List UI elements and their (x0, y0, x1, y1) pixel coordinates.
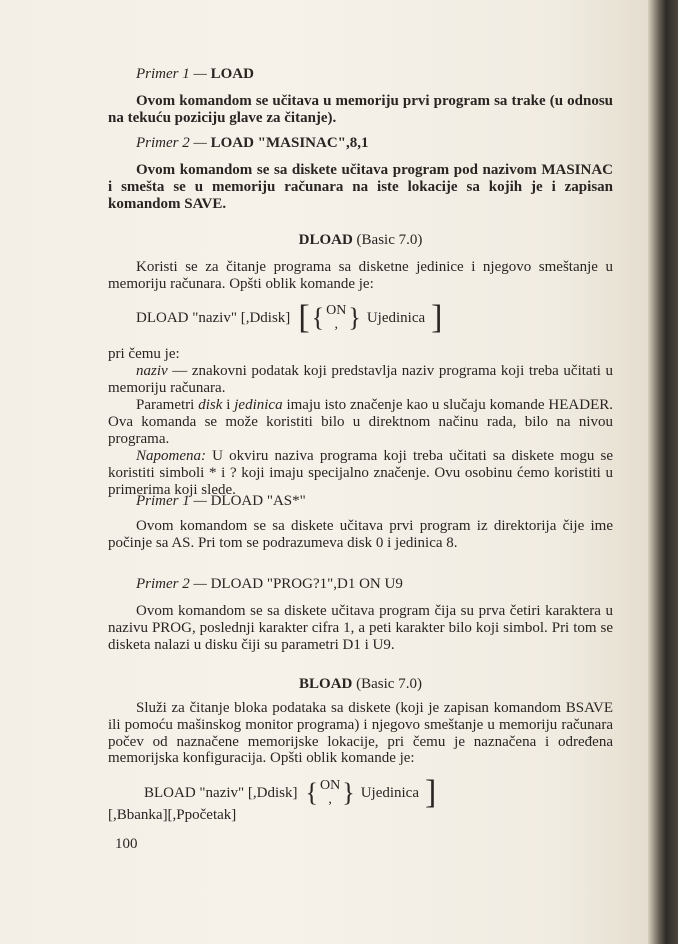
example-command: LOAD (210, 66, 254, 82)
comma-option: , (334, 317, 338, 332)
example-command: LOAD "MASINAC",8,1 (210, 135, 369, 151)
on-comma-choice (320, 779, 340, 807)
term: disk (198, 397, 223, 413)
syntax-text: BLOAD "naziv" [,Ddisk] (144, 784, 298, 801)
on-option: ON (326, 303, 347, 318)
paragraph-4 (108, 518, 613, 552)
syntax-unit: Ujedinica (366, 309, 426, 326)
term: jedinica (234, 397, 283, 413)
paragraph-2 (108, 162, 613, 212)
book-binding (648, 0, 678, 944)
example-3-line (108, 493, 613, 510)
syntax-text: DLOAD "naziv" [,Ddisk] (136, 309, 291, 326)
params-paragraph (108, 397, 613, 447)
bload-heading (108, 676, 613, 693)
paragraph-text: Koristi se za čitanje programa sa disketne jedinice i njegovo smeštanje u memoriju računara. Opšti oblik komande je: (108, 259, 613, 292)
heading-version: (Basic 7.0) (352, 232, 423, 248)
paragraph-text: Služi za čitanje bloka podataka sa diskete (koji je zapisan komandom BSAVE ili pomoću mašinskog monitor programa) i njegovo smeštanje u memoriju računara počev od naznačene memorijske lokacije, pri čemu je naznačena i određena memorijska konfiguracija. Opšti oblik komande je: (108, 700, 613, 767)
note-text: U okviru naziva programa koji treba učitati sa diskete mogu se koristiti simboli * i ? koji imaju specijalno značenje. Ovu osobinu ćemo koristiti u primerima koji slede. (108, 448, 613, 498)
bload-syntax: BLOAD "naziv" [,Ddisk] { ON , } Ujedinica ] (144, 774, 437, 811)
naziv-definition (108, 363, 613, 397)
page-number: 100 (115, 836, 138, 852)
comma-option: , (328, 792, 332, 807)
syntax-unit: Ujedinica (360, 784, 419, 801)
example-label: Primer 2 — (136, 576, 211, 592)
example-label: Primer 2 — (136, 135, 211, 151)
paragraph-text: Ovom komandom se sa diskete učitava prvi program iz direktorija čije ime počinje sa AS. Pri tom se podrazumeva disk 0 i jedinica 8. (108, 518, 613, 551)
definition: — znakovni podatak koji predstavlja naziv programa koji treba učitati u memoriju računara. (108, 363, 613, 396)
text: Parametri (136, 397, 199, 413)
dload-heading (108, 232, 613, 249)
example-2-line (108, 135, 613, 152)
text: i (222, 397, 235, 413)
example-1-line (108, 66, 613, 83)
pri-cemu-line (108, 346, 613, 363)
note-paragraph (108, 448, 613, 498)
paragraph-6 (108, 700, 613, 767)
on-option: ON (319, 778, 341, 793)
bload-syntax-cont (108, 807, 613, 824)
paragraph-text: Ovom komandom se učitava u memoriju prvi program sa trake (u odnosu na tekuću poziciju glave za čitanje). (108, 93, 613, 126)
paragraph-text: Ovom komandom se sa diskete učitava program pod nazivom MASINAC i smešta se u memoriju računara na iste lokacije sa kojih je i zapisan komandom SAVE. (108, 162, 613, 212)
paragraph-5 (108, 603, 613, 653)
example-command: DLOAD "AS*" (210, 493, 306, 509)
dload-syntax: DLOAD "naziv" [,Ddisk] [ { ON , } Ujedinica ] (136, 299, 443, 336)
paragraph-1 (108, 93, 613, 127)
on-comma-choice (326, 304, 346, 332)
term: naziv (136, 363, 168, 379)
heading-command: DLOAD (298, 232, 353, 248)
syntax-text: [,Bbanka][,Ppočetak] (108, 807, 237, 823)
example-command: DLOAD "PROG?1",D1 ON U9 (210, 576, 403, 592)
paragraph-3 (108, 259, 613, 293)
example-label: Primer 1 — (136, 493, 211, 509)
example-label: Primer 1 — (136, 66, 211, 82)
example-4-line (108, 576, 613, 593)
heading-command: BLOAD (299, 676, 353, 692)
paragraph-text: Ovom komandom se sa diskete učitava program čija su prva četiri karaktera u nazivu PROG, poslednji karakter cifra 1, a peti karakter bilo koji simbol. Pri tom se disketa nalazi u disku čiji su parametri D1 i U9. (108, 603, 613, 653)
heading-version: (Basic 7.0) (352, 676, 422, 692)
text: imaju isto značenje kao u slučaju komande HEADER. Ova komanda se može koristiti bilo u direktnom načinu rada, bilo na nivou programa. (108, 397, 614, 447)
note-label: Napomena: (136, 448, 206, 464)
paragraph-text: pri čemu je: (108, 346, 180, 362)
